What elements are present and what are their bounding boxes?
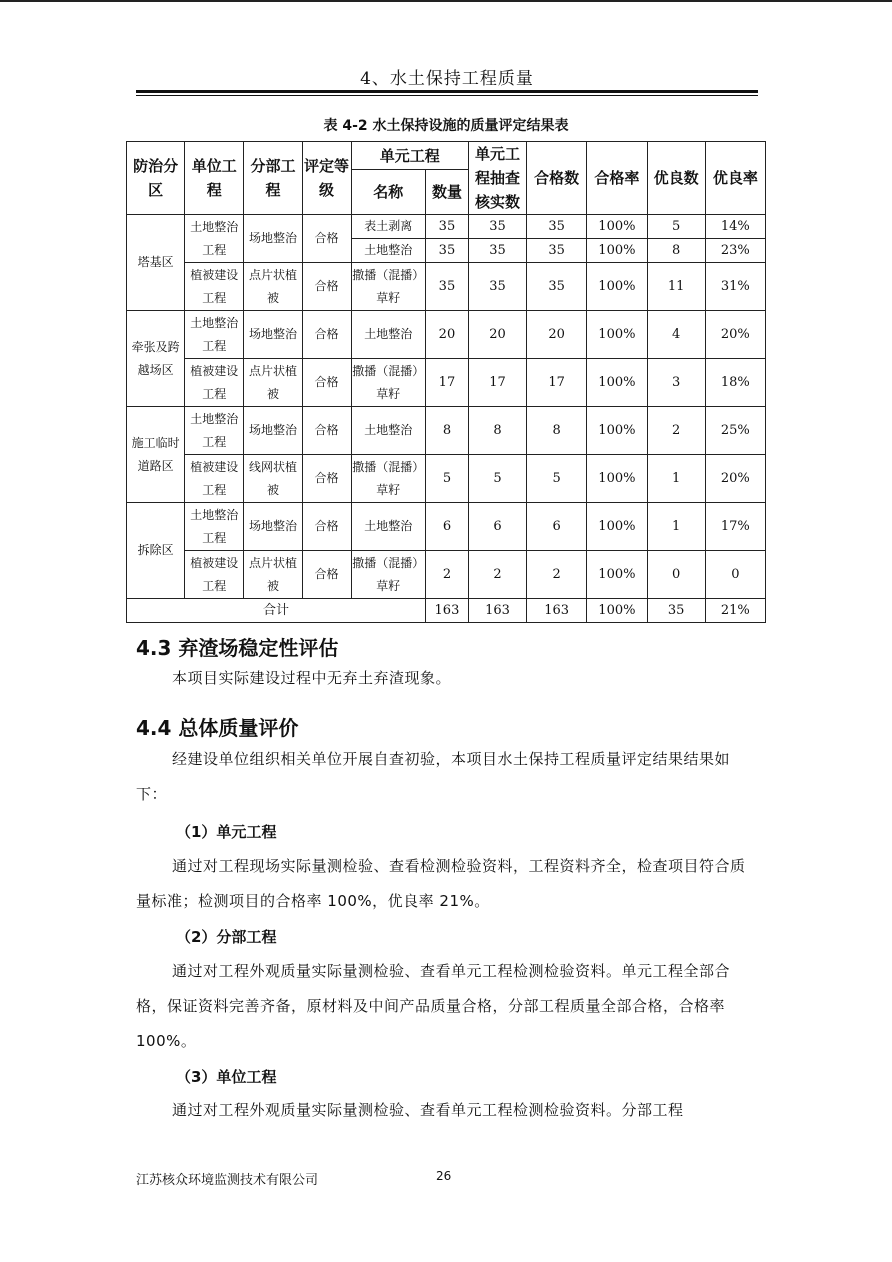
cell-passed: 35 (527, 239, 587, 263)
cell-grade: 合格 (302, 263, 351, 311)
cell-excellent-rate: 31% (705, 263, 765, 311)
cell-element-name: 土地整治 (351, 239, 426, 263)
cell-unit: 土地整治工程 (185, 311, 244, 359)
cell-count: 8 (426, 407, 469, 455)
cell-excellent: 3 (647, 359, 705, 407)
header-element-count: 数量 (426, 170, 469, 215)
cell-count: 35 (426, 239, 469, 263)
section-heading-4-3: 4.3 弃渣场稳定性评估 (136, 636, 339, 660)
cell-grade: 合格 (302, 407, 351, 455)
cell-excellent-rate: 20% (705, 455, 765, 503)
cell-grade: 合格 (302, 215, 351, 263)
cell-grade: 合格 (302, 359, 351, 407)
cell-unit: 植被建设工程 (185, 263, 244, 311)
sub-heading-unit-project: （3）单位工程 (176, 1068, 277, 1086)
footer-company-name: 江苏核众环境监测技术有限公司 (136, 1173, 319, 1188)
cell-excellent-rate: 0 (705, 551, 765, 599)
table-row (127, 263, 766, 311)
header-excellent-rate: 优良率 (705, 142, 765, 215)
cell-pass-rate: 100% (587, 263, 647, 311)
header-rule-thick (136, 90, 758, 93)
table-row (127, 455, 766, 503)
cell-passed: 35 (527, 215, 587, 239)
table-row (127, 311, 766, 359)
cell-pass-rate: 100% (587, 407, 647, 455)
cell-total-count: 163 (426, 599, 469, 623)
cell-sampled: 2 (468, 551, 526, 599)
table-row (127, 407, 766, 455)
cell-pass-rate: 100% (587, 215, 647, 239)
table-caption: 表 4-2 水土保持设施的质量评定结果表 (323, 118, 569, 134)
cell-element-name: 撒播（混播）草籽 (351, 551, 426, 599)
cell-zone: 塔基区 (127, 215, 185, 311)
header-rule-thin (136, 95, 758, 96)
table-row (127, 503, 766, 551)
cell-pass-rate: 100% (587, 503, 647, 551)
cell-element-name: 撒播（混播）草籽 (351, 359, 426, 407)
cell-unit: 土地整治工程 (185, 503, 244, 551)
header-pass-rate: 合格率 (587, 142, 647, 215)
cell-excellent: 2 (647, 407, 705, 455)
sub-heading-unit-element: （1）单元工程 (176, 823, 277, 841)
cell-passed: 2 (527, 551, 587, 599)
header-unit-project: 单位工程 (185, 142, 244, 215)
table-row (127, 359, 766, 407)
cell-element-name: 土地整治 (351, 311, 426, 359)
section-4-3-text: 本项目实际建设过程中无弃土弃渣现象。 (172, 669, 452, 687)
cell-total-excellent-rate: 21% (705, 599, 765, 623)
cell-sampled: 35 (468, 263, 526, 311)
cell-sub: 场地整治 (244, 311, 302, 359)
cell-excellent: 1 (647, 503, 705, 551)
cell-pass-rate: 100% (587, 359, 647, 407)
running-header: 4、水土保持工程质量 (360, 69, 534, 89)
cell-excellent-rate: 23% (705, 239, 765, 263)
cell-count: 20 (426, 311, 469, 359)
cell-count: 2 (426, 551, 469, 599)
cell-sampled: 8 (468, 407, 526, 455)
cell-sampled: 17 (468, 359, 526, 407)
cell-element-name: 土地整治 (351, 503, 426, 551)
cell-sampled: 35 (468, 215, 526, 239)
cell-excellent: 0 (647, 551, 705, 599)
cell-passed: 35 (527, 263, 587, 311)
header-sub-project: 分部工程 (244, 142, 302, 215)
cell-total-sampled: 163 (468, 599, 526, 623)
sub1-text: 通过对工程现场实际量测检验、查看检测检验资料，工程资料齐全，检查项目符合质量标准；检测项目的合格率 100%，优良率 21%。 (136, 857, 746, 910)
cell-grade: 合格 (302, 551, 351, 599)
cell-count: 17 (426, 359, 469, 407)
sub2-text: 通过对工程外观质量实际量测检验、查看单元工程检测检验资料。单元工程全部合格，保证资料完善齐备，原材料及中间产品质量合格，分部工程质量全部合格，合格率 100%。 (136, 962, 731, 1050)
cell-excellent: 8 (647, 239, 705, 263)
cell-excellent: 5 (647, 215, 705, 239)
cell-excellent: 11 (647, 263, 705, 311)
cell-passed: 17 (527, 359, 587, 407)
cell-sampled: 6 (468, 503, 526, 551)
cell-sub: 点片状植被 (244, 551, 302, 599)
cell-element-name: 撒播（混播）草籽 (351, 455, 426, 503)
cell-passed: 5 (527, 455, 587, 503)
cell-unit: 植被建设工程 (185, 359, 244, 407)
cell-zone: 拆除区 (127, 503, 185, 599)
table-row (127, 215, 766, 239)
cell-excellent-rate: 25% (705, 407, 765, 455)
cell-pass-rate: 100% (587, 239, 647, 263)
header-excellent: 优良数 (647, 142, 705, 215)
cell-sampled: 5 (468, 455, 526, 503)
cell-passed: 20 (527, 311, 587, 359)
cell-total-label: 合计 (127, 599, 426, 623)
cell-unit: 植被建设工程 (185, 551, 244, 599)
cell-grade: 合格 (302, 311, 351, 359)
cell-grade: 合格 (302, 503, 351, 551)
cell-total-pass-rate: 100% (587, 599, 647, 623)
cell-unit: 土地整治工程 (185, 215, 244, 263)
cell-excellent: 1 (647, 455, 705, 503)
cell-sub: 场地整治 (244, 407, 302, 455)
cell-element-name: 表土剥离 (351, 215, 426, 239)
cell-zone: 施工临时道路区 (127, 407, 185, 503)
cell-excellent: 4 (647, 311, 705, 359)
cell-pass-rate: 100% (587, 311, 647, 359)
header-element-name: 名称 (351, 170, 426, 215)
cell-unit: 植被建设工程 (185, 455, 244, 503)
cell-zone: 牵张及跨越场区 (127, 311, 185, 407)
cell-sub: 场地整治 (244, 503, 302, 551)
cell-passed: 6 (527, 503, 587, 551)
header-zone: 防治分区 (127, 142, 185, 215)
page-top-border (0, 0, 892, 2)
quality-assessment-table (126, 141, 766, 623)
cell-element-name: 撒播（混播）草籽 (351, 263, 426, 311)
section-heading-4-4: 4.4 总体质量评价 (136, 716, 299, 740)
cell-count: 6 (426, 503, 469, 551)
sub-heading-sub-project: （2）分部工程 (176, 928, 277, 946)
cell-count: 5 (426, 455, 469, 503)
cell-sampled: 20 (468, 311, 526, 359)
cell-total-excellent: 35 (647, 599, 705, 623)
cell-grade: 合格 (302, 455, 351, 503)
cell-excellent-rate: 14% (705, 215, 765, 239)
cell-sub: 点片状植被 (244, 359, 302, 407)
cell-sub: 线网状植被 (244, 455, 302, 503)
section-4-4-intro: 经建设单位组织相关单位开展自查初验，本项目水土保持工程质量评定结果结果如下： (136, 750, 731, 803)
cell-count: 35 (426, 215, 469, 239)
sub3-text: 通过对工程外观质量实际量测检验、查看单元工程检测检验资料。分部工程 (172, 1101, 684, 1119)
cell-passed: 8 (527, 407, 587, 455)
cell-excellent-rate: 20% (705, 311, 765, 359)
header-element-group: 单元工程 (351, 142, 468, 170)
cell-sub: 点片状植被 (244, 263, 302, 311)
cell-total-passed: 163 (527, 599, 587, 623)
cell-excellent-rate: 17% (705, 503, 765, 551)
header-sampled: 单元工程抽查核实数 (468, 142, 526, 215)
table-total-row (127, 599, 766, 623)
header-passed: 合格数 (527, 142, 587, 215)
footer-page-number: 26 (436, 1169, 452, 1183)
cell-pass-rate: 100% (587, 551, 647, 599)
cell-sampled: 35 (468, 239, 526, 263)
cell-excellent-rate: 18% (705, 359, 765, 407)
table-row (127, 551, 766, 599)
cell-element-name: 土地整治 (351, 407, 426, 455)
cell-unit: 土地整治工程 (185, 407, 244, 455)
cell-pass-rate: 100% (587, 455, 647, 503)
header-grade: 评定等级 (302, 142, 351, 215)
cell-count: 35 (426, 263, 469, 311)
cell-sub: 场地整治 (244, 215, 302, 263)
